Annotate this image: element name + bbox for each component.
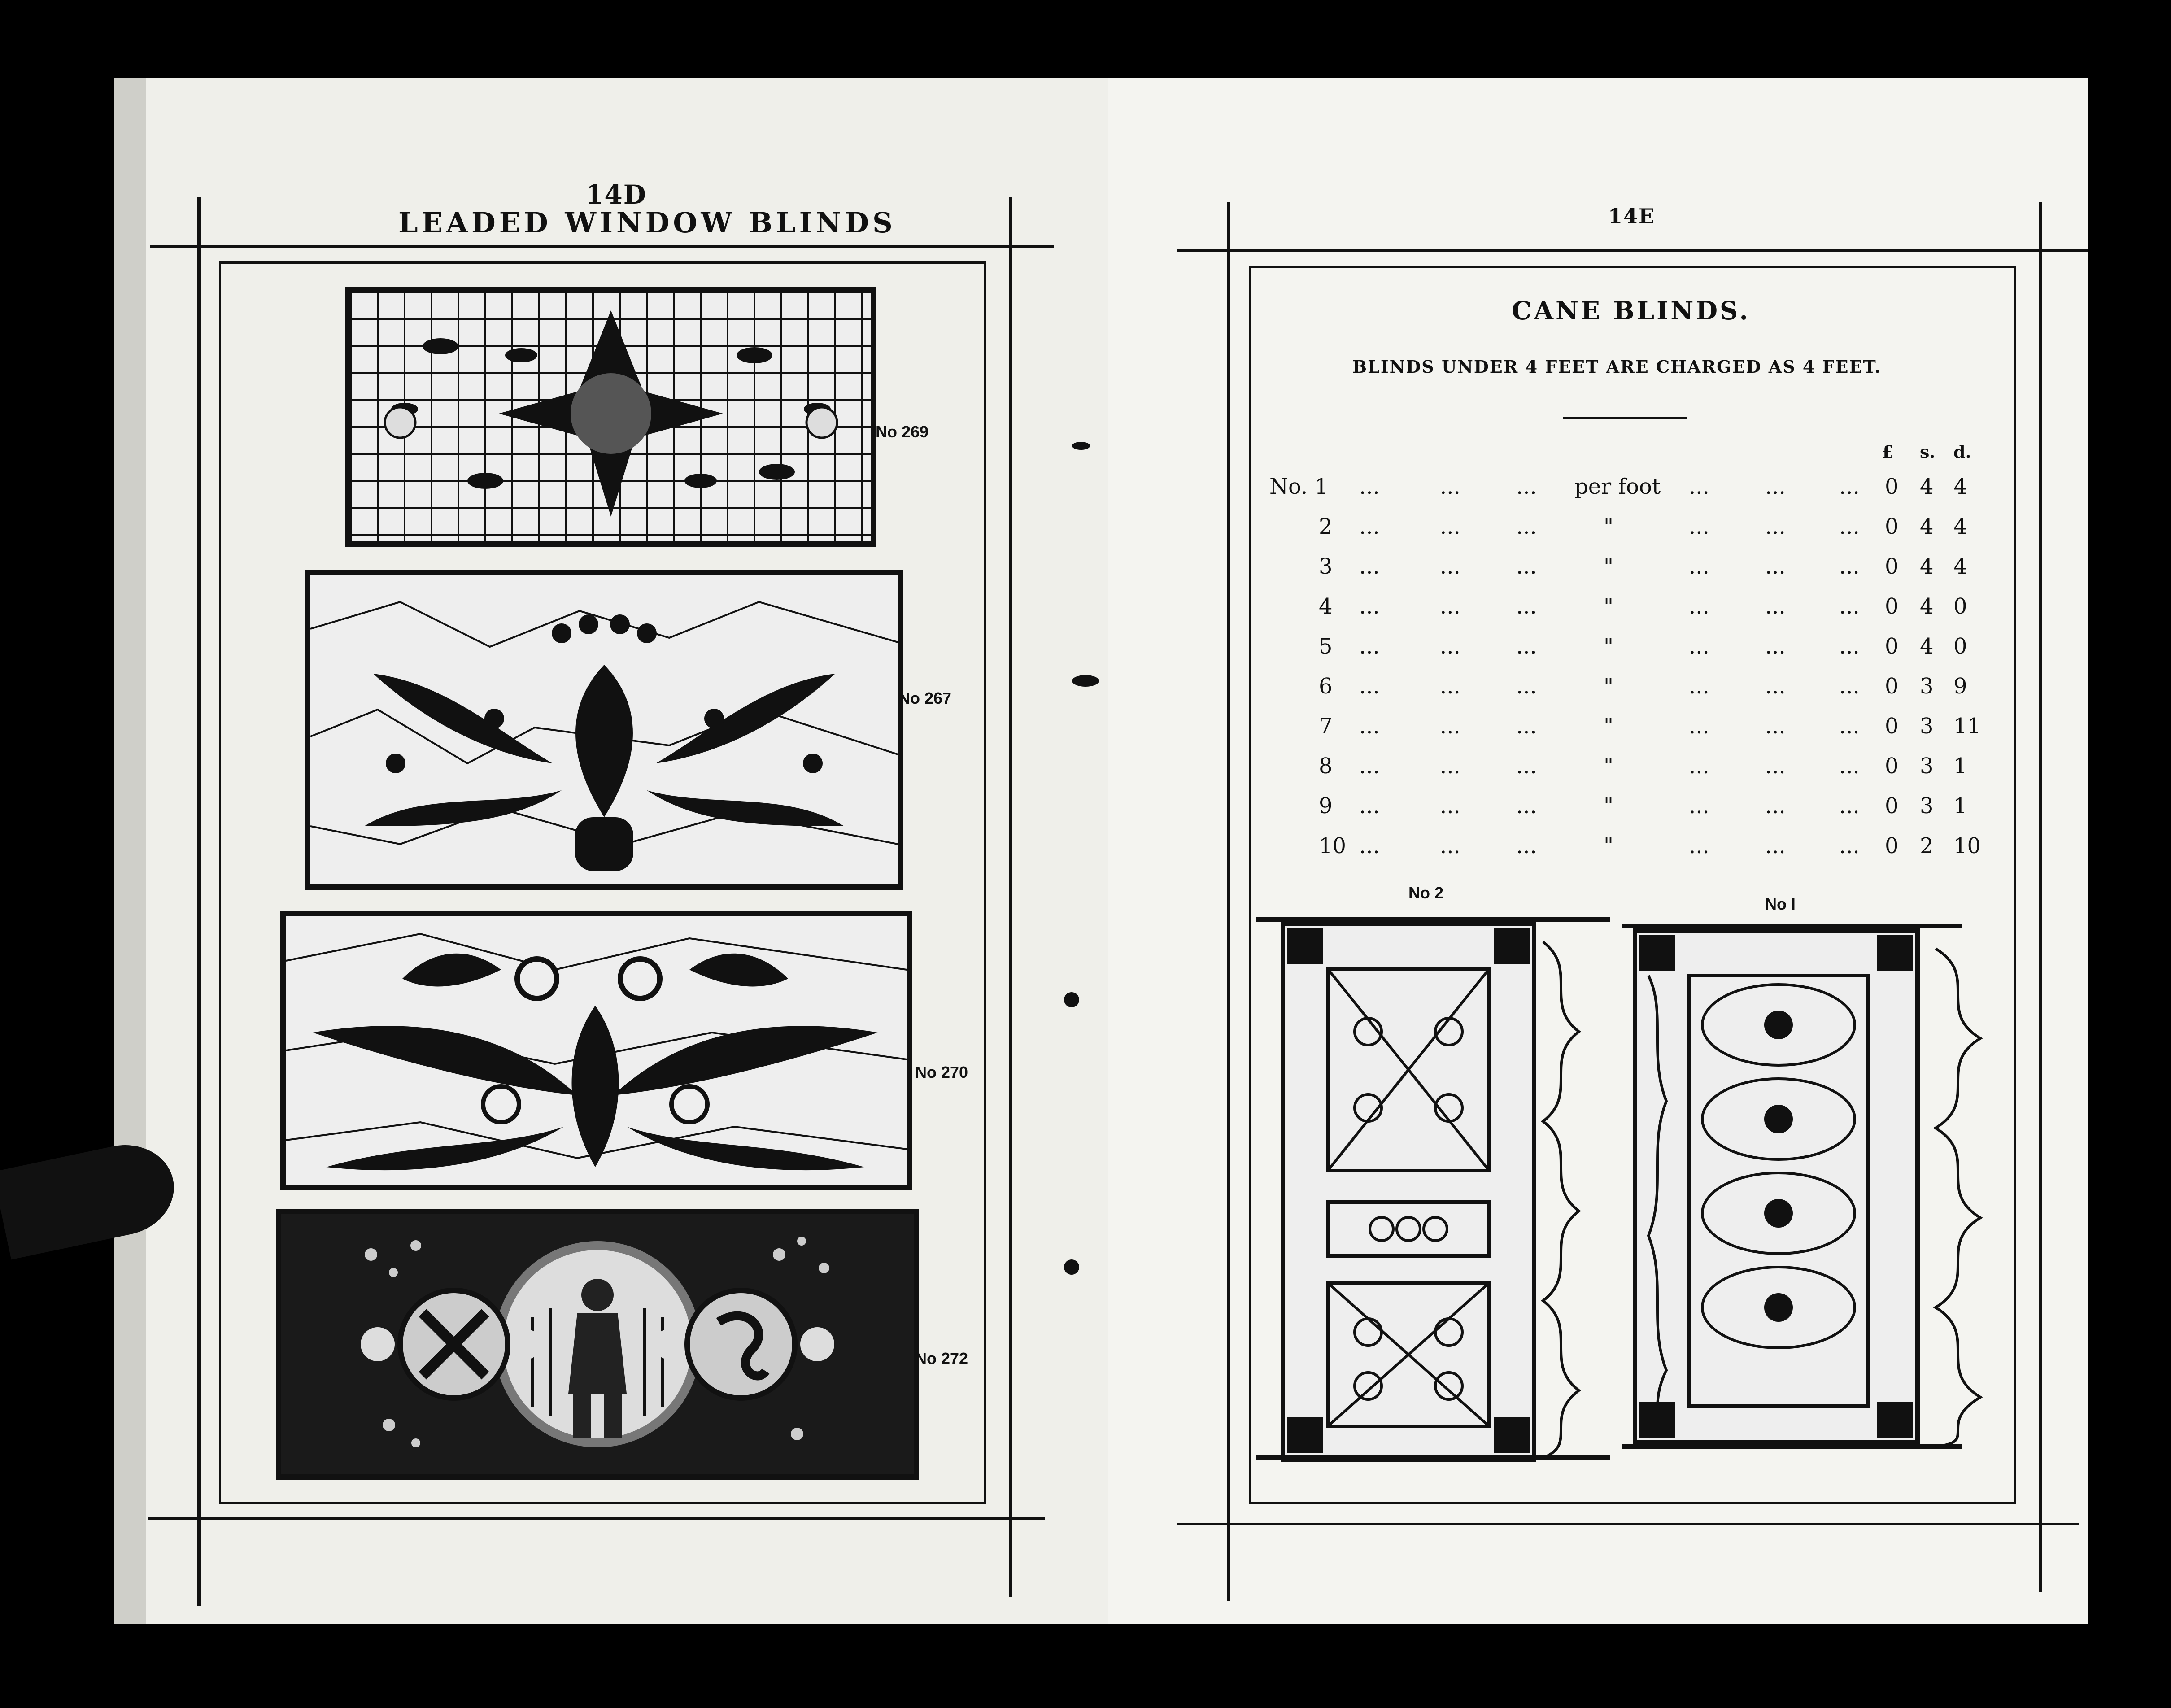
leader-dots: ... [1440, 514, 1460, 539]
leader-dots: ... [1516, 474, 1537, 499]
price-shillings: 3 [1920, 674, 1934, 699]
leader-dots: ... [1765, 833, 1786, 858]
leader-dots: ... [1839, 833, 1860, 858]
leader-dots: ... [1440, 674, 1460, 699]
window-blind-272 [276, 1209, 919, 1480]
leader-dots: ... [1516, 674, 1537, 699]
row-unit: " [1604, 833, 1614, 858]
vase-of-leaves-pattern [310, 575, 898, 884]
leader-dots: ... [1765, 793, 1786, 819]
window-blind-267 [305, 570, 903, 890]
leader-dots: ... [1839, 714, 1860, 739]
leader-dots: ... [1839, 634, 1860, 659]
leader-dots: ... [1359, 554, 1380, 579]
leader-dots: ... [1440, 833, 1460, 858]
row-unit: " [1604, 754, 1614, 779]
leader-dots: ... [1689, 674, 1709, 699]
window-blind-270 [280, 911, 912, 1190]
price-pence: 4 [1953, 554, 1967, 579]
leader-dots: ... [1440, 594, 1460, 619]
leader-dots: ... [1516, 554, 1537, 579]
leader-dots: ... [1689, 514, 1709, 539]
row-unit: " [1604, 634, 1614, 659]
leader-dots: ... [1359, 793, 1380, 819]
row-unit: " [1604, 674, 1614, 699]
price-shillings: 3 [1920, 714, 1934, 739]
leader-dots: ... [1765, 514, 1786, 539]
leader-dots: ... [1765, 554, 1786, 579]
item-label-270: No 270 [915, 1063, 968, 1081]
price-pounds: 0 [1885, 674, 1899, 699]
right-bottom-rule [1177, 1523, 2079, 1525]
leader-dots: ... [1359, 674, 1380, 699]
leader-dots: ... [1689, 634, 1709, 659]
row-number: No. 1 [1269, 474, 1329, 499]
leader-dots: ... [1839, 514, 1860, 539]
left-page-number: 14D [585, 179, 647, 210]
leader-dots: ... [1440, 634, 1460, 659]
price-pence: 9 [1953, 674, 1967, 699]
illustration-label-no1: No l [1765, 895, 1796, 913]
price-pence: 4 [1953, 474, 1967, 499]
row-number: 3 [1319, 554, 1333, 579]
left-vertical-rule-2 [1009, 197, 1012, 1597]
leader-dots: ... [1359, 714, 1380, 739]
row-unit: " [1604, 594, 1614, 619]
row-unit: " [1604, 714, 1614, 739]
leader-dots: ... [1359, 514, 1380, 539]
leader-dots: ... [1440, 474, 1460, 499]
leader-dots: ... [1689, 554, 1709, 579]
leader-dots: ... [1359, 594, 1380, 619]
leader-dots: ... [1765, 634, 1786, 659]
row-unit: per foot [1574, 474, 1661, 499]
price-row [1269, 469, 1987, 505]
binding-clip [1064, 992, 1079, 1007]
leader-dots: ... [1689, 474, 1709, 499]
row-number: 5 [1319, 634, 1333, 659]
leader-dots: ... [1765, 474, 1786, 499]
leader-dots: ... [1516, 514, 1537, 539]
price-pounds: 0 [1885, 514, 1899, 539]
item-label-272: No 272 [915, 1349, 968, 1368]
binding-clip [1072, 675, 1099, 687]
binding-clip [1064, 1259, 1079, 1275]
price-pence: 0 [1953, 594, 1967, 619]
leader-dots: ... [1516, 833, 1537, 858]
row-number: 10 [1319, 833, 1347, 858]
leader-dots: ... [1689, 833, 1709, 858]
price-row [1269, 788, 1987, 824]
left-top-rule [150, 245, 1054, 248]
item-label-269: No 269 [876, 423, 929, 441]
leader-dots: ... [1359, 474, 1380, 499]
leader-dots: ... [1839, 554, 1860, 579]
leader-dots: ... [1839, 474, 1860, 499]
right-page-number: 14E [1608, 204, 1656, 228]
spray-of-leaves-pattern [286, 916, 907, 1185]
leader-dots: ... [1359, 634, 1380, 659]
title-divider [1563, 417, 1687, 419]
right-vertical-rule-2 [2039, 202, 2042, 1592]
row-unit: " [1604, 514, 1614, 539]
window-blind-269 [345, 287, 876, 547]
price-row [1269, 549, 1987, 584]
leader-dots: ... [1765, 714, 1786, 739]
price-row [1269, 828, 1987, 864]
price-shillings: 4 [1920, 474, 1934, 499]
price-row [1269, 588, 1987, 624]
column-header-shillings: s. [1920, 442, 1936, 462]
leader-dots: ... [1839, 754, 1860, 779]
price-shillings: 4 [1920, 554, 1934, 579]
cane-oval-pattern [1622, 922, 1996, 1451]
price-row [1269, 748, 1987, 784]
left-vertical-rule-1 [197, 197, 201, 1606]
row-number: 7 [1319, 714, 1333, 739]
price-row [1269, 509, 1987, 545]
row-number: 9 [1319, 793, 1333, 819]
floral-lattice-pattern [351, 292, 871, 541]
leader-dots: ... [1689, 754, 1709, 779]
leader-dots: ... [1689, 793, 1709, 819]
cane-blinds-subtitle: BLINDS UNDER 4 FEET ARE CHARGED AS 4 FEET. [1352, 357, 1882, 377]
leader-dots: ... [1440, 793, 1460, 819]
price-pence: 1 [1953, 793, 1967, 819]
cane-blind-no1 [1622, 922, 1996, 1451]
left-page-title: LEADED WINDOW BLINDS [398, 206, 896, 239]
row-unit: " [1604, 554, 1614, 579]
row-unit: " [1604, 793, 1614, 819]
leader-dots: ... [1516, 634, 1537, 659]
leader-dots: ... [1765, 754, 1786, 779]
leader-dots: ... [1839, 793, 1860, 819]
leader-dots: ... [1440, 554, 1460, 579]
price-pence: 1 [1953, 754, 1967, 779]
binding-clip [1072, 442, 1090, 450]
leader-dots: ... [1359, 754, 1380, 779]
cane-blind-no2 [1256, 915, 1610, 1462]
leader-dots: ... [1516, 754, 1537, 779]
leader-dots: ... [1689, 594, 1709, 619]
price-pounds: 0 [1885, 793, 1899, 819]
price-pounds: 0 [1885, 833, 1899, 858]
price-shillings: 4 [1920, 514, 1934, 539]
leader-dots: ... [1765, 674, 1786, 699]
item-label-267: No 267 [898, 689, 952, 707]
price-pence: 11 [1953, 714, 1981, 739]
leader-dots: ... [1440, 714, 1460, 739]
right-top-rule [1177, 249, 2088, 252]
price-pence: 4 [1953, 514, 1967, 539]
leader-dots: ... [1516, 594, 1537, 619]
leader-dots: ... [1839, 594, 1860, 619]
leader-dots: ... [1440, 754, 1460, 779]
row-number: 8 [1319, 754, 1333, 779]
price-row [1269, 708, 1987, 744]
price-row [1269, 668, 1987, 704]
cane-blinds-title: CANE BLINDS. [1512, 296, 1750, 326]
row-number: 6 [1319, 674, 1333, 699]
price-pence: 10 [1953, 833, 1981, 858]
row-number: 2 [1319, 514, 1333, 539]
price-shillings: 4 [1920, 634, 1934, 659]
price-row [1269, 628, 1987, 664]
leader-dots: ... [1516, 714, 1537, 739]
price-pounds: 0 [1885, 714, 1899, 739]
leader-dots: ... [1516, 793, 1537, 819]
price-pounds: 0 [1885, 754, 1899, 779]
price-shillings: 2 [1920, 833, 1934, 858]
right-vertical-rule-1 [1227, 202, 1230, 1601]
leader-dots: ... [1839, 674, 1860, 699]
illustration-label-no2: No 2 [1408, 884, 1444, 902]
price-pence: 0 [1953, 634, 1967, 659]
price-pounds: 0 [1885, 634, 1899, 659]
price-shillings: 3 [1920, 793, 1934, 819]
price-shillings: 4 [1920, 594, 1934, 619]
price-shillings: 3 [1920, 754, 1934, 779]
cane-scroll-pattern [1256, 915, 1610, 1462]
left-bottom-rule [148, 1517, 1045, 1520]
row-number: 4 [1319, 594, 1333, 619]
leader-dots: ... [1765, 594, 1786, 619]
leader-dots: ... [1359, 833, 1380, 858]
column-header-pounds: £ [1882, 442, 1894, 462]
leader-dots: ... [1689, 714, 1709, 739]
figure-medallion-pattern [281, 1214, 914, 1474]
price-pounds: 0 [1885, 474, 1899, 499]
price-pounds: 0 [1885, 554, 1899, 579]
page-stack-edge [114, 78, 146, 1624]
price-pounds: 0 [1885, 594, 1899, 619]
column-header-pence: d. [1953, 442, 1971, 462]
